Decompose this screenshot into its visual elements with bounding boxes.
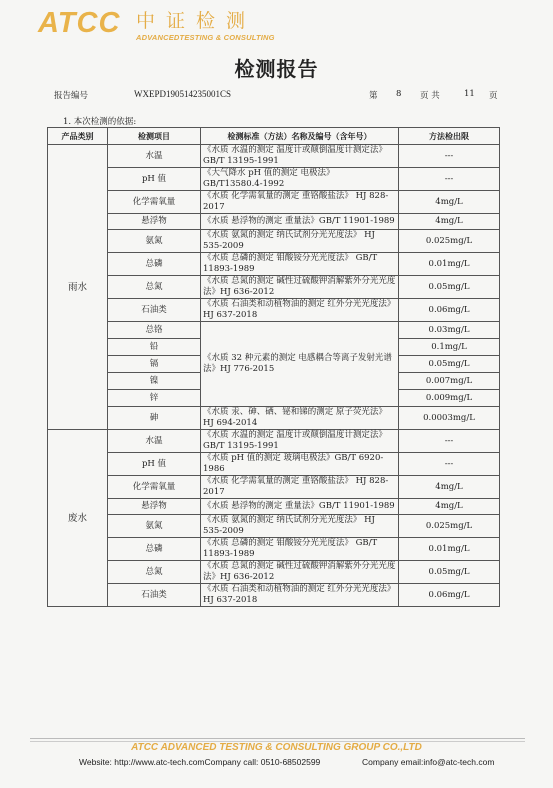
item-cell: 悬浮物 [108, 499, 201, 515]
category-cell: 雨水 [48, 145, 108, 430]
standard-cell: 《水质 总磷的测定 钼酸铵分光光度法》 GB/T 11893-1989 [201, 538, 399, 561]
standard-cell: 《水质 氨氮的测定 纳氏试剂分光光度法》 HJ 535-2009 [201, 515, 399, 538]
limit-cell: 0.025mg/L [399, 230, 500, 253]
item-cell: 铅 [108, 339, 201, 356]
limit-cell: 0.05mg/L [399, 276, 500, 299]
item-cell: 石油类 [108, 584, 201, 607]
item-cell: 砷 [108, 407, 201, 430]
standard-cell: 《水质 石油类和动植物油的测定 红外分光光度法》 HJ 637-2018 [201, 299, 399, 322]
table-row [48, 515, 500, 538]
limit-cell: --- [399, 168, 500, 191]
item-cell: 水温 [108, 430, 201, 453]
table-row [48, 191, 500, 214]
table-row [48, 230, 500, 253]
header-category: 产品类别 [48, 128, 108, 145]
page-prefix: 第 [369, 91, 378, 101]
page-total: 11 [464, 89, 475, 99]
table-row [48, 168, 500, 191]
footer-email: Company email:info@atc-tech.com [362, 757, 495, 767]
table-row [48, 407, 500, 430]
limit-cell: 0.06mg/L [399, 299, 500, 322]
table-row [48, 561, 500, 584]
limit-cell: 0.025mg/L [399, 515, 500, 538]
limit-cell: --- [399, 430, 500, 453]
page-title: 检测报告 [234, 57, 319, 81]
report-number: WXEPD190514235001CS [134, 89, 232, 99]
item-cell: 化学需氧量 [108, 191, 201, 214]
page-current: 8 [396, 89, 402, 99]
footer-company: ATCC ADVANCED TESTING & CONSULTING GROUP CO.,LTD [131, 742, 422, 753]
standard-cell: 《水质 化学需氧量的测定 重铬酸盐法》 HJ 828-2017 [201, 476, 399, 499]
item-cell: 氨氮 [108, 515, 201, 538]
item-cell: 石油类 [108, 299, 201, 322]
table-row [48, 430, 500, 453]
item-cell: pH 值 [108, 453, 201, 476]
item-cell: 水温 [108, 145, 201, 168]
table-row [48, 322, 500, 339]
item-cell: 总铬 [108, 322, 201, 339]
standard-cell: 《水质 总氮的测定 碱性过硫酸钾消解紫外分光光度法》HJ 636-2012 [201, 561, 399, 584]
table-row [48, 299, 500, 322]
table-row [48, 476, 500, 499]
logo-english-name: ADVANCEDTESTING & CONSULTING [136, 33, 275, 42]
page-mid: 页 共 [420, 91, 440, 101]
item-cell: 总氮 [108, 276, 201, 299]
limit-cell: 0.03mg/L [399, 322, 500, 339]
footer-website: Website: http://www.atc-tech.comCompany call: 0510-68502599 [79, 757, 321, 767]
limit-cell: 0.01mg/L [399, 253, 500, 276]
category-cell: 废水 [48, 430, 108, 607]
limit-cell: 4mg/L [399, 191, 500, 214]
table-row [48, 538, 500, 561]
item-cell: 氨氮 [108, 230, 201, 253]
standard-cell: 《水质 悬浮物的测定 重量法》GB/T 11901-1989 [201, 499, 399, 515]
limit-cell: 0.009mg/L [399, 390, 500, 407]
standard-cell: 《水质 水温的测定 温度计或颠倒温度计测定法》 GB/T 13195-1991 [201, 145, 399, 168]
item-cell: 锌 [108, 390, 201, 407]
item-cell: 镍 [108, 373, 201, 390]
standard-cell: 《水质 悬浮物的测定 重量法》GB/T 11901-1989 [201, 214, 399, 230]
table-row [48, 145, 500, 168]
limit-cell: 0.01mg/L [399, 538, 500, 561]
logo-chinese-name: 中证检测 [136, 10, 257, 32]
item-cell: pH 值 [108, 168, 201, 191]
table-row [48, 253, 500, 276]
standard-cell: 《水质 化学需氧量的测定 重铬酸盐法》 HJ 828-2017 [201, 191, 399, 214]
limit-cell: 0.0003mg/L [399, 407, 500, 430]
item-cell: 总磷 [108, 253, 201, 276]
limit-cell: 0.007mg/L [399, 373, 500, 390]
limit-cell: 4mg/L [399, 214, 500, 230]
standard-cell: 《水质 总磷的测定 钼酸铵分光光度法》 GB/T 11893-1989 [201, 253, 399, 276]
standard-cell: 《水质 pH 值的测定 玻璃电极法》GB/T 6920-1986 [201, 453, 399, 476]
standard-cell: 《水质 汞、砷、硒、铋和锑的测定 原子荧光法》 HJ 694-2014 [201, 407, 399, 430]
limit-cell: 0.05mg/L [399, 356, 500, 373]
standard-cell: 《水质 水温的测定 温度计或颠倒温度计测定法》 GB/T 13195-1991 [201, 430, 399, 453]
item-cell: 总磷 [108, 538, 201, 561]
header-standard: 检测标准（方法）名称及编号（含年号） [201, 128, 399, 145]
limit-cell: --- [399, 453, 500, 476]
item-cell: 镉 [108, 356, 201, 373]
item-cell: 总氮 [108, 561, 201, 584]
table-row [48, 584, 500, 607]
limit-cell: 0.05mg/L [399, 561, 500, 584]
table-row [48, 214, 500, 230]
standard-cell: 《大气降水 pH 值的测定 电极法》 GB/T13580.4-1992 [201, 168, 399, 191]
item-cell: 化学需氧量 [108, 476, 201, 499]
standard-cell: 《水质 石油类和动植物油的测定 红外分光光度法》 HJ 637-2018 [201, 584, 399, 607]
standard-cell: 《水质 总氮的测定 碱性过硫酸钾消解紫外分光光度法》HJ 636-2012 [201, 276, 399, 299]
table-header-row [48, 128, 500, 145]
limit-cell: 0.06mg/L [399, 584, 500, 607]
header-limit: 方法检出限 [399, 128, 500, 145]
standard-cell: 《水质 氨氮的测定 纳氏试剂分光光度法》 HJ 535-2009 [201, 230, 399, 253]
standard-cell: 《水质 32 种元素的测定 电感耦合等离子发射光谱法》HJ 776-2015 [201, 322, 399, 407]
limit-cell: 4mg/L [399, 476, 500, 499]
logo-letters: ATCC [38, 7, 121, 39]
header-item: 检测项目 [108, 128, 201, 145]
page-suffix: 页 [489, 91, 498, 101]
footer-divider [30, 738, 525, 739]
limit-cell: 0.1mg/L [399, 339, 500, 356]
report-number-label: 报告编号 [54, 91, 89, 101]
table-row [48, 499, 500, 515]
limit-cell: --- [399, 145, 500, 168]
item-cell: 悬浮物 [108, 214, 201, 230]
table-row [48, 276, 500, 299]
standards-table [47, 127, 500, 607]
table-row [48, 453, 500, 476]
limit-cell: 4mg/L [399, 499, 500, 515]
section-heading: 1. 本次检测的依据: [63, 117, 137, 127]
